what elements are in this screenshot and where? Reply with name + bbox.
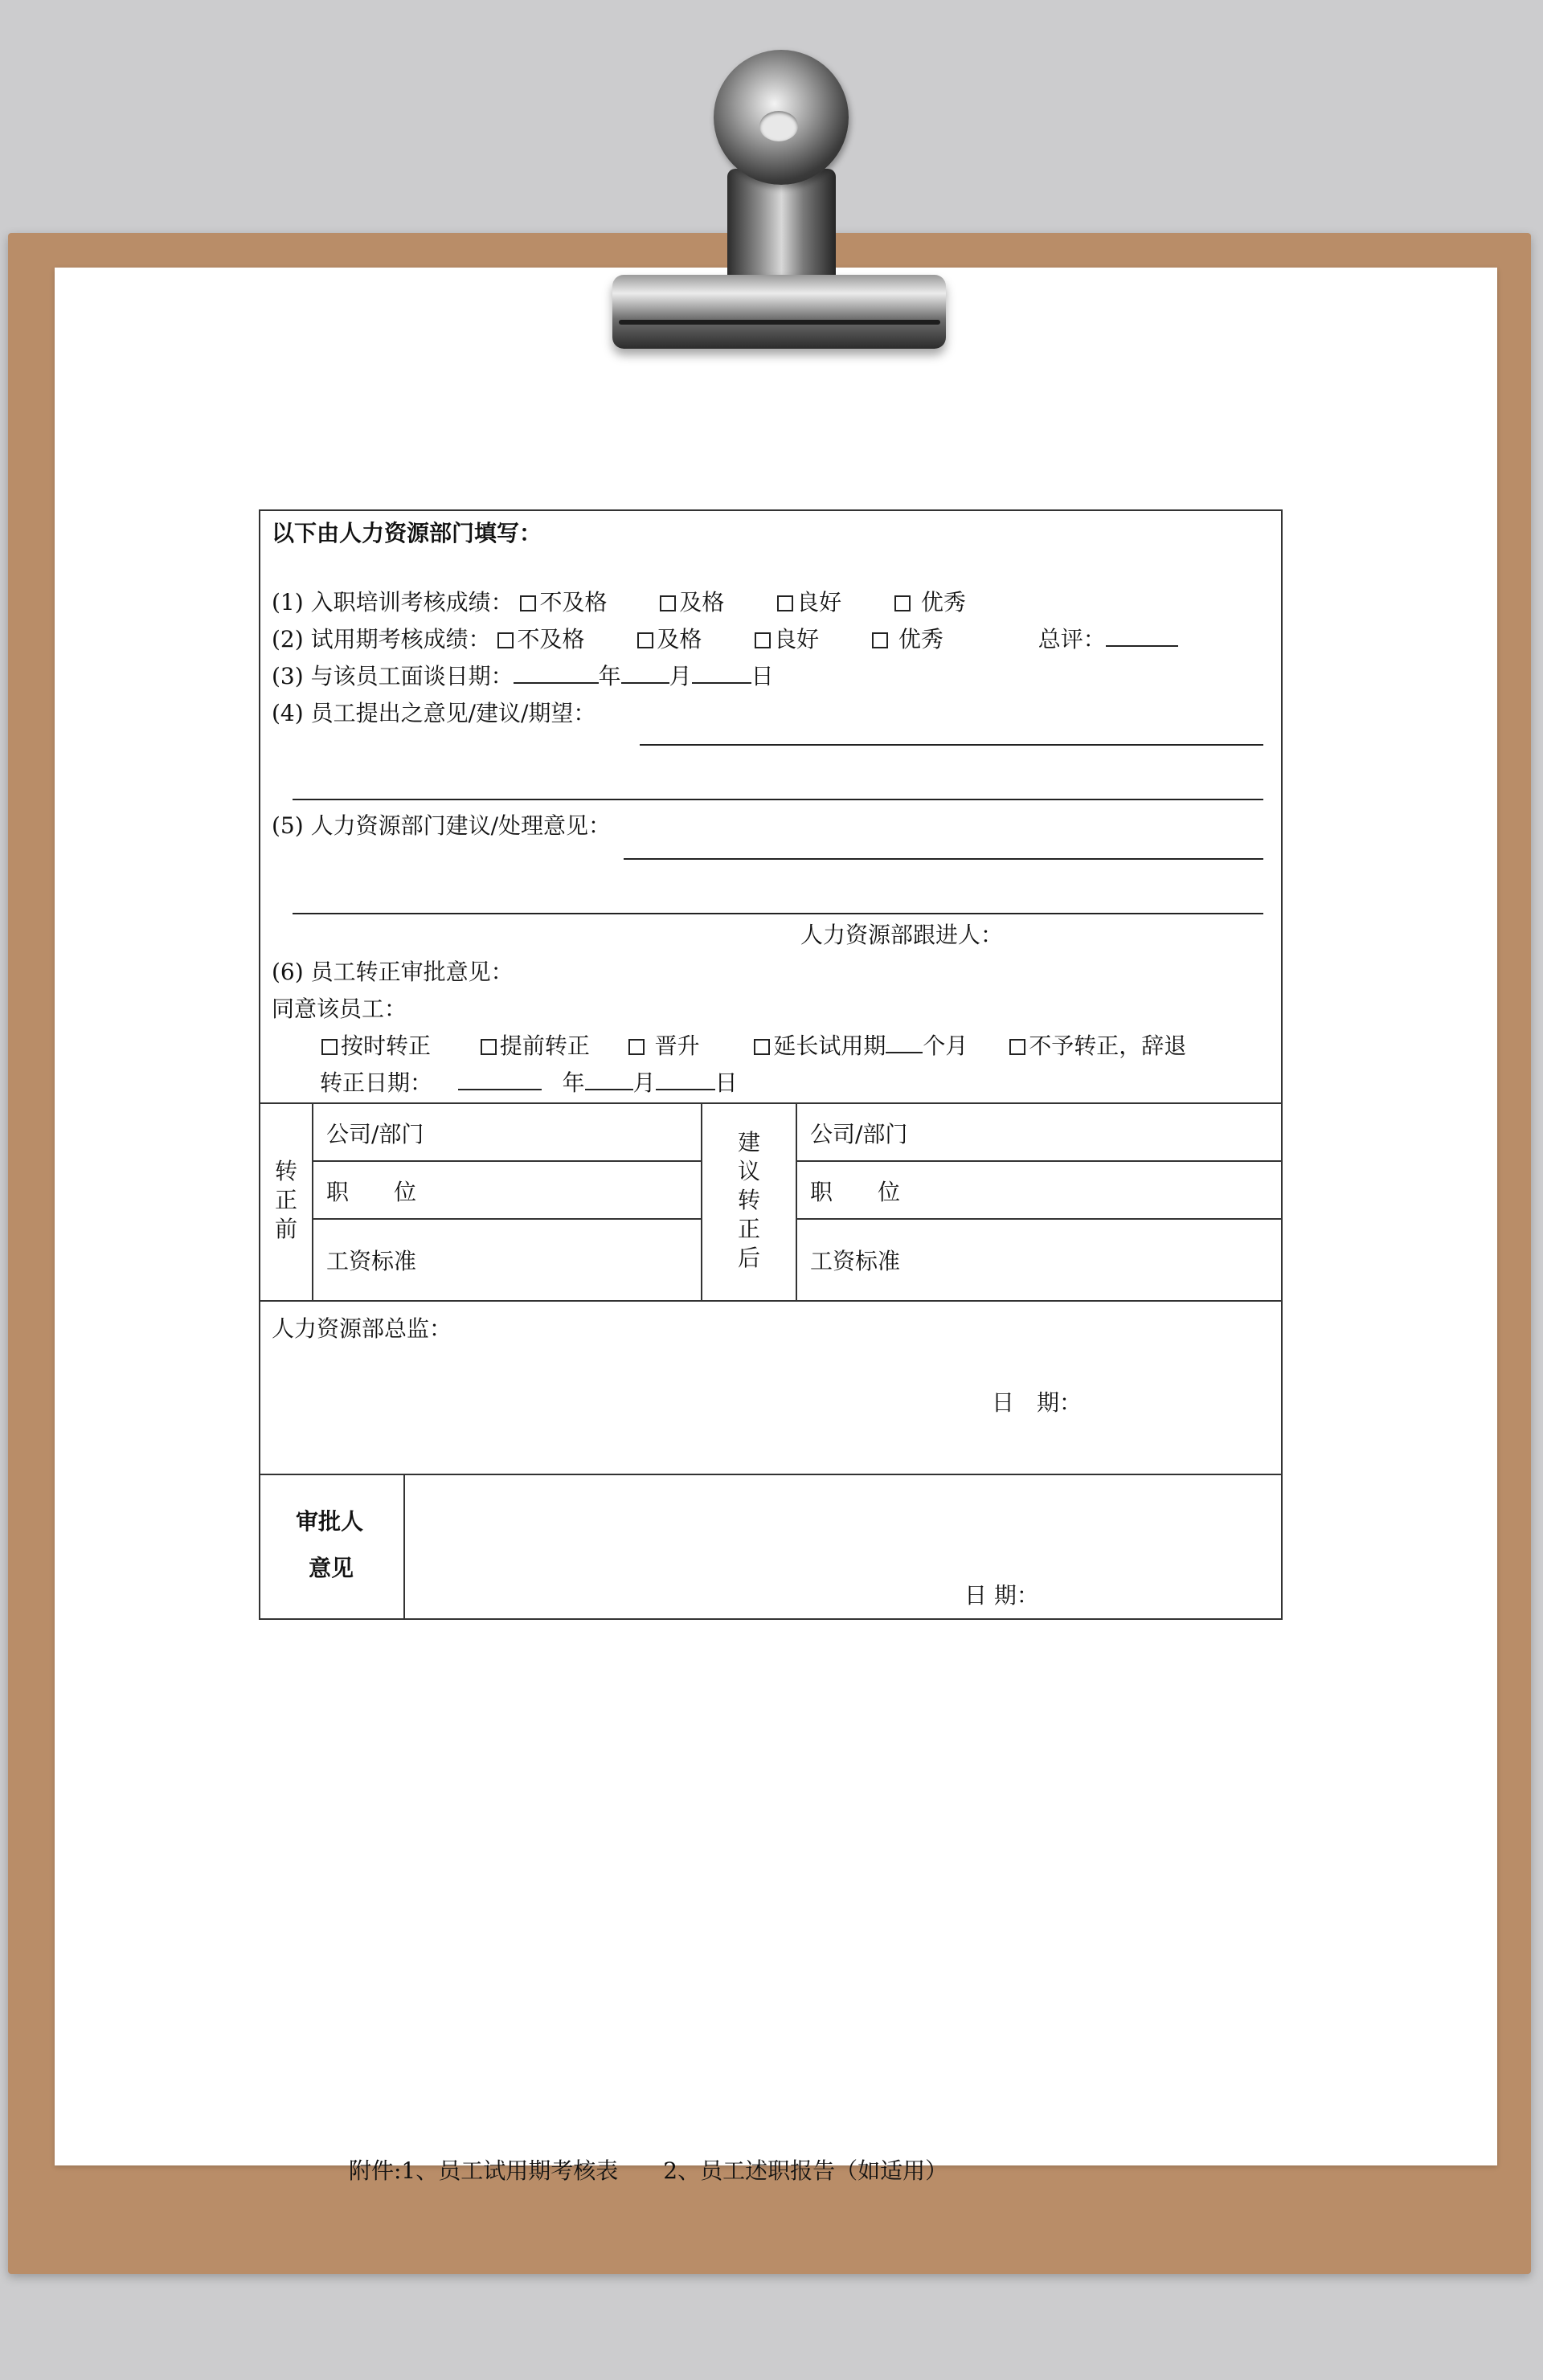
before-salary-label: 工资标准 — [326, 1248, 417, 1274]
checkbox-on-time[interactable] — [321, 1039, 338, 1055]
grid-divider-3 — [796, 1104, 797, 1300]
checkbox-excellent-2[interactable] — [872, 632, 888, 648]
grid-divider-2 — [701, 1104, 702, 1300]
checkbox-good-2[interactable] — [755, 632, 771, 648]
clip-neck — [727, 169, 836, 289]
item1-opt-good: 良好 — [796, 589, 842, 615]
checkbox-fail-2[interactable] — [497, 632, 514, 648]
grid-divider-1 — [312, 1104, 313, 1300]
hr-director-section — [259, 1302, 1283, 1475]
item5-line-2[interactable] — [293, 913, 1263, 914]
item1-opt-pass: 及格 — [679, 589, 725, 615]
grid-row-line-r2 — [796, 1218, 1281, 1220]
follower-label: 人力资源部跟进人： — [800, 922, 1004, 948]
grid-row-line-r1 — [796, 1160, 1281, 1162]
before-label — [270, 1157, 302, 1244]
hr-director-label: 人力资源部总监： — [272, 1315, 452, 1342]
interview-month-input[interactable] — [621, 682, 669, 684]
item2-opt-good: 良好 — [774, 626, 820, 652]
approver-date: 日 期： — [964, 1582, 1039, 1609]
item2-opt-pass: 及格 — [657, 626, 702, 652]
after-position-label: 职 位 — [810, 1179, 901, 1205]
checkbox-pass[interactable] — [660, 595, 676, 611]
approver-label-2: 意见 — [309, 1555, 354, 1581]
after-salary-label: 工资标准 — [810, 1248, 901, 1274]
overall-input[interactable] — [1106, 645, 1178, 647]
before-position-label: 职 位 — [326, 1179, 417, 1205]
item3-row — [272, 665, 774, 688]
clip-base — [612, 275, 946, 349]
opt-early: 提前转正 — [499, 1033, 590, 1059]
hr-form — [259, 509, 1283, 2184]
item5-label: (5) 人力资源部门建议/处理意见： — [272, 812, 611, 839]
confirm-year: 年 — [562, 1069, 585, 1096]
extend-months-input[interactable] — [886, 1052, 923, 1053]
item2-label: (2) 试用期考核成绩： — [272, 626, 491, 652]
item4-line-2[interactable] — [293, 799, 1263, 800]
confirm-day-input[interactable] — [656, 1089, 715, 1090]
after-company-label: 公司/部门 — [810, 1121, 908, 1147]
grid-row-line-l2 — [312, 1218, 701, 1220]
before-char-3: 前 — [274, 1216, 297, 1242]
opt-promote: 晋升 — [654, 1033, 700, 1059]
item4-label: (4) 员工提出之意见/建议/期望： — [272, 700, 596, 726]
confirm-date-label: 转正日期： — [320, 1069, 433, 1096]
checkbox-fail[interactable] — [520, 595, 536, 611]
item3-month: 月 — [669, 663, 692, 689]
item6-label: (6) 员工转正审批意见： — [272, 959, 514, 985]
item1-label: (1) 入职培训考核成绩： — [272, 589, 514, 615]
opt-on-time: 按时转正 — [341, 1033, 432, 1059]
checkbox-excellent[interactable] — [894, 595, 911, 611]
opt-reject: 不予转正，辞退 — [1029, 1033, 1187, 1059]
item2-opt-excellent: 优秀 — [898, 626, 943, 652]
confirm-month: 月 — [632, 1069, 656, 1096]
before-char-1: 转 — [274, 1158, 297, 1184]
item1-opt-fail: 不及格 — [539, 589, 608, 615]
approver-label-1: 审批人 — [296, 1508, 364, 1535]
position-grid — [259, 1104, 1283, 1302]
confirm-date-row — [320, 1069, 738, 1096]
checkbox-reject[interactable] — [1009, 1039, 1025, 1055]
confirm-year-input[interactable] — [458, 1089, 542, 1090]
item3-day: 日 — [751, 663, 774, 689]
checkbox-pass-2[interactable] — [637, 632, 653, 648]
after-char-3: 转 — [737, 1187, 760, 1213]
agree-label: 同意该员工： — [272, 996, 407, 1022]
interview-day-input[interactable] — [692, 682, 751, 684]
after-char-2: 议 — [737, 1158, 760, 1184]
item1-opt-excellent: 优秀 — [920, 589, 966, 615]
after-char-5: 后 — [737, 1245, 760, 1271]
grid-row-line-l1 — [312, 1160, 701, 1162]
item1-row — [272, 591, 966, 614]
after-char-4: 正 — [737, 1216, 760, 1242]
hr-director-date: 日 期： — [992, 1389, 1083, 1416]
opt-extend-unit: 个月 — [923, 1033, 968, 1059]
clip-base-line — [619, 320, 940, 325]
attachments-note: 附件:1、员工试用期考核表 2、员工述职报告（如适用） — [349, 2157, 948, 2184]
checkbox-promote[interactable] — [628, 1039, 645, 1055]
decision-row — [321, 1035, 1186, 1057]
item3-label: (3) 与该员工面谈日期： — [272, 663, 514, 689]
after-char-1: 建 — [737, 1129, 760, 1155]
clip-hole — [759, 111, 798, 141]
hr-section — [259, 509, 1283, 1104]
item2-opt-fail: 不及格 — [517, 626, 585, 652]
checkbox-extend[interactable] — [754, 1039, 770, 1055]
confirm-month-input[interactable] — [585, 1089, 633, 1090]
after-label — [733, 1128, 765, 1273]
section-title: 以下由人力资源部门填写： — [272, 520, 542, 546]
item4-line-1[interactable] — [640, 744, 1263, 746]
before-char-2: 正 — [274, 1187, 297, 1213]
confirm-day: 日 — [714, 1069, 738, 1096]
overall-label: 总评： — [1038, 626, 1106, 652]
before-company-label: 公司/部门 — [326, 1121, 424, 1147]
interview-year-input[interactable] — [514, 682, 599, 684]
approver-section — [259, 1475, 1283, 1620]
item5-line-1[interactable] — [624, 858, 1263, 860]
item3-year: 年 — [598, 663, 621, 689]
checkbox-early[interactable] — [481, 1039, 497, 1055]
checkbox-good[interactable] — [777, 595, 793, 611]
opt-extend: 延长试用期 — [773, 1033, 886, 1059]
item2-row — [272, 628, 1178, 651]
approver-divider — [403, 1475, 405, 1618]
